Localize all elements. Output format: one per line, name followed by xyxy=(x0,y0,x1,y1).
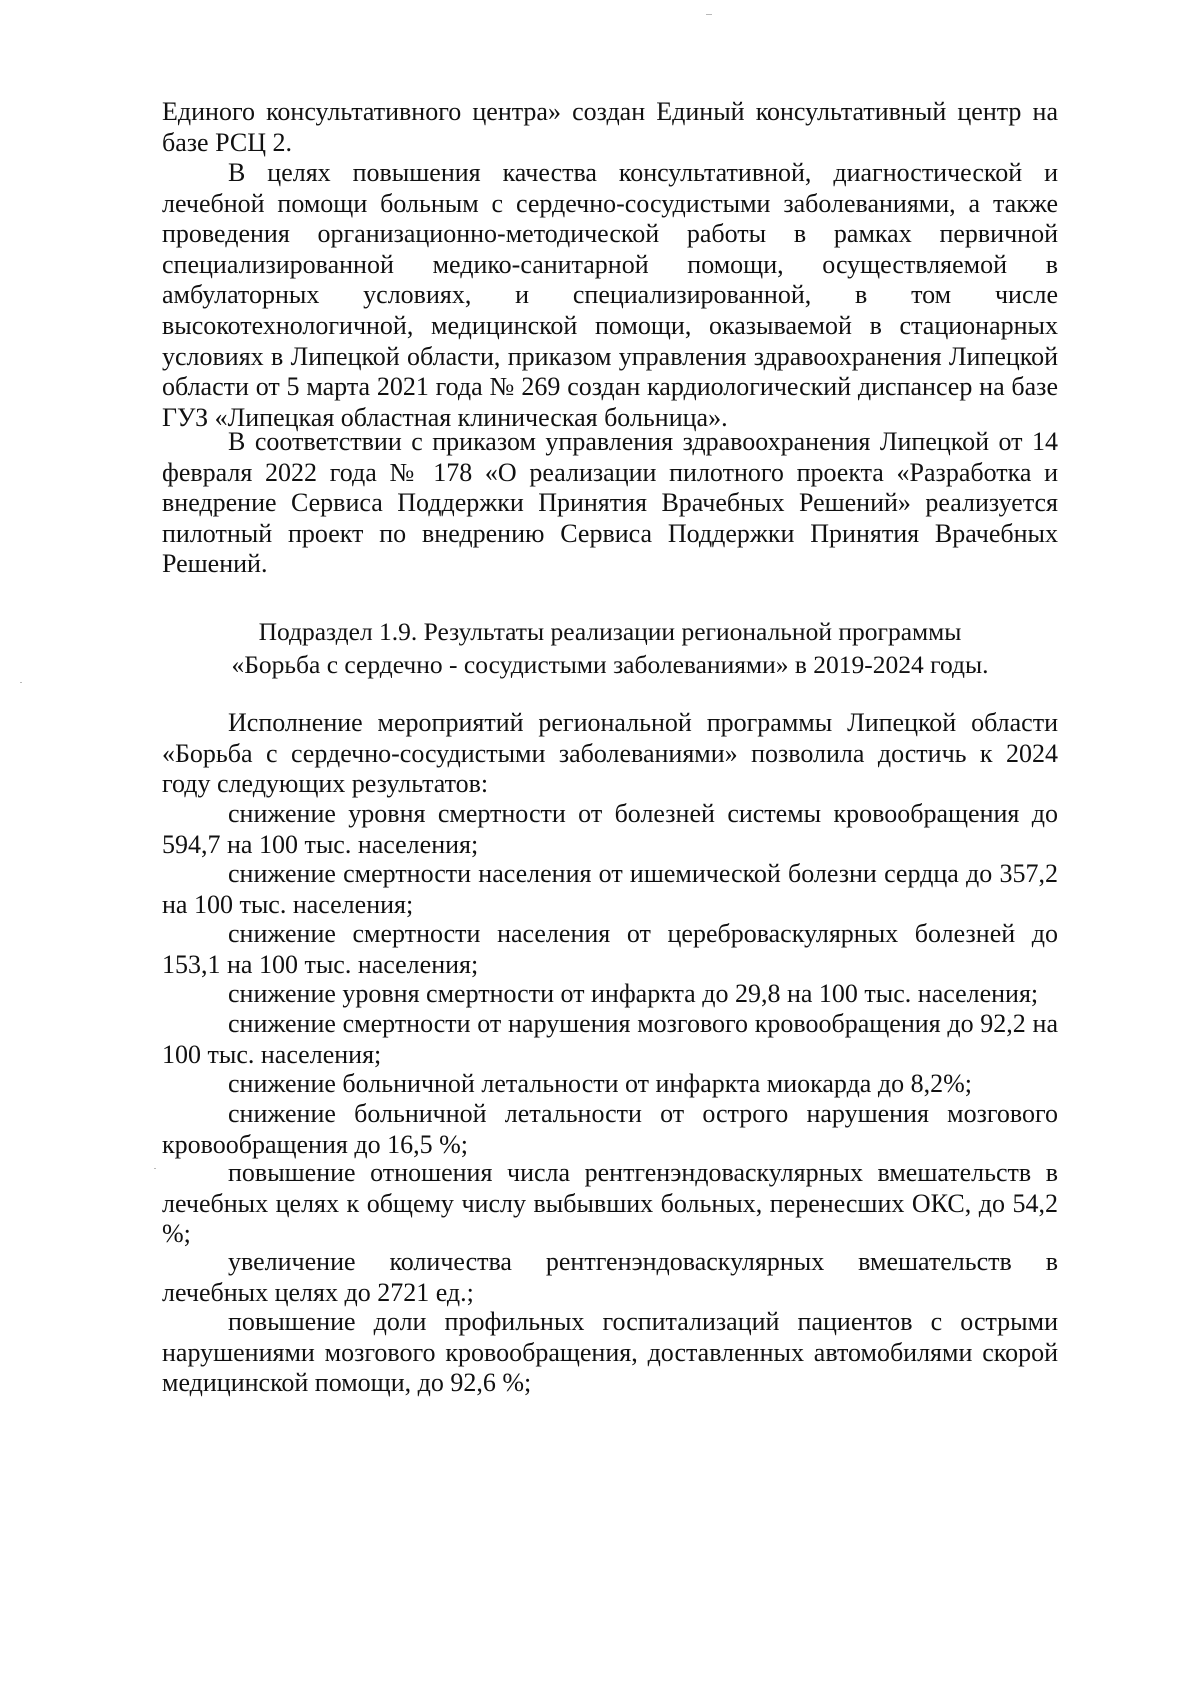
scan-speck xyxy=(154,1168,156,1169)
result-item-infarction-mortality: снижение уровня смертности от инфаркта до 29,8 на 100 тыс. населения; xyxy=(228,979,1039,1008)
result-item-stroke-hospital-lethality: снижение больничной летальности от острого нарушения мозгового кровообращения до 16,5 %; xyxy=(162,1099,1058,1159)
paragraph-pilot-project: В соответствии с приказом управления здравоохранения Липецкой от 14 февраля 2022 года № 178 «О реализации пилотного проекта «Разработка и внедрение Сервиса Поддержки Принятия Врачебных Решений» реализуется пилотный проект по внедрению Сервиса Поддержки Принятия Врачебных Решений. xyxy=(162,427,1058,579)
result-item-endovascular-count: увеличение количества рентгенэндоваскулярных вмешательств в лечебных целях до 2721 ед.; xyxy=(162,1247,1058,1307)
subsection-heading-line-1: Подраздел 1.9. Результаты реализации региональной программы xyxy=(258,617,962,646)
result-item-profile-hospitalization: повышение доли профильных госпитализаций пациентов с острыми нарушениями мозгового кровообращения, доставленных автомобилями скорой медицинской помощи, до 92,6 %; xyxy=(162,1307,1058,1398)
paragraph-consult-center: Единого консультативного центра» создан Единый консультативный центр на базе РСЦ 2. xyxy=(162,97,1058,157)
result-item-stroke-mortality: снижение смертности от нарушения мозгового кровообращения до 92,2 на 100 тыс. населения; xyxy=(162,1009,1058,1069)
result-item-mi-hospital-lethality: снижение больничной летальности от инфаркта миокарда до 8,2%; xyxy=(228,1069,972,1098)
paragraph-cardio-dispensary: В целях повышения качества консультативной, диагностической и лечебной помощи больным с сердечно-сосудистыми заболеваниями, а также проведения организационно-методической работы в рамках первичной специализированной медико-санитарной помощи, осуществляемой в амбулаторных условиях, и специализированной, в том числе высокотехнологичной, медицинской помощи, оказываемой в стационарных условиях в Липецкой области, приказом управления здравоохранения Липецкой области от 5 марта 2021 года № 269 создан кардиологический диспансер на базе ГУЗ «Липецкая областная клиническая больница». xyxy=(162,158,1058,432)
result-item-cerebrovascular-mortality: снижение смертности населения от цереброваскулярных болезней до 153,1 на 100 тыс. населения; xyxy=(162,919,1058,979)
scan-speck xyxy=(20,682,22,683)
scan-speck xyxy=(706,14,712,15)
result-item-endovascular-ratio: повышение отношения числа рентгенэндоваскулярных вмешательств в лечебных целях к общему числу выбывших больных, перенесших ОКС, до 54,2 %; xyxy=(162,1158,1058,1249)
result-item-ischemic-mortality: снижение смертности населения от ишемической болезни сердца до 357,2 на 100 тыс. населения; xyxy=(162,859,1058,919)
paragraph-intro: Исполнение мероприятий региональной программы Липецкой области «Борьба с сердечно-сосудистыми заболеваниями» позволила достичь к 2024 году следующих результатов: xyxy=(162,708,1058,799)
subsection-heading-line-2: «Борьба с сердечно - сосудистыми заболеваниями» в 2019-2024 годы. xyxy=(231,650,989,679)
result-item-circulatory-mortality: снижение уровня смертности от болезней системы кровообращения до 594,7 на 100 тыс. населения; xyxy=(162,799,1058,859)
